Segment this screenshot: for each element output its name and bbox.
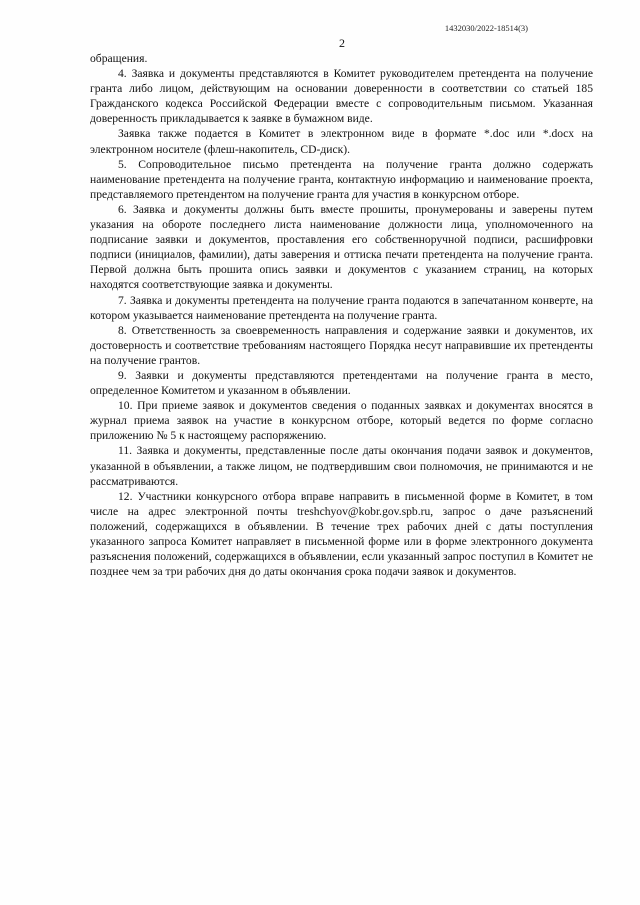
- paragraph-item-9: 9. Заявки и документы представляются претендентами на получение гранта в место, определенное Комитетом и указанном в объявлении.: [90, 368, 593, 398]
- page-number: 2: [339, 36, 345, 50]
- document-body: [90, 51, 593, 579]
- paragraph-item-8: 8. Ответственность за своевременность направления и содержание заявки и документов, их достоверность и соответствие требованиям настоящего Порядка несут направившие их претенденты на получение грантов.: [90, 323, 593, 367]
- paragraph-item-10: 10. При приеме заявок и документов сведения о поданных заявках и документах вносятся в журнал приема заявок на участие в конкурсном отборе, который ведется по форме согласно приложению № 5 к настоящему распоряжению.: [90, 399, 593, 443]
- paragraph-item-6: 6. Заявка и документы должны быть вместе прошиты, пронумерованы и заверены путем указания на обороте последнего листа наименование должности лица, уполномоченного на подписание заявки и документов, проставления его собственноручной подписи, расшифровки подписи (инициалов, фамилии), даты заверения и оттиска печати претендента на получение гранта. Первой должна быть прошита опись заявки и документов с указанием страниц, на которых находятся соответствующие заявка и документы.: [90, 202, 593, 292]
- paragraph-item-7: 7. Заявка и документы претендента на получение гранта подаются в запечатанном конверте, на котором указывается наименование претендента на получение гранта.: [90, 293, 593, 322]
- paragraph-item-12: 12. Участники конкурсного отбора вправе направить в письменной форме в Комитет, в том числе на адрес электронной почты treshchyov@kobr.gov.spb.ru, запрос о даче разъяснений положений, содержащихся в объявлении. В течение трех рабочих дней с даты поступления указанного запроса Комитет направляет в письменной форме или в форме электронного документа разъяснения положений, содержащихся в объявлении, если указанный запрос поступил в Комитет не позднее чем за три рабочих дня до даты окончания срока подачи заявок и документов.: [90, 489, 593, 579]
- document-registration-number: 1432030/2022-18514(3): [444, 23, 528, 33]
- paragraph-electronic-submission: Заявка также подается в Комитет в электронном виде в формате *.doc или *.docx на электронном носителе (флеш-накопитель, CD-диск).: [90, 127, 593, 156]
- paragraph-item-4: 4. Заявка и документы представляются в Комитет руководителем претендента на получение гранта либо лицом, действующим на основании доверенности в соответствии со статьей 185 Гражданского кодекса Российской Федерации вместе с сопроводительным письмом. Указанная доверенность прикладывается к заявке в бумажном виде.: [90, 67, 593, 126]
- paragraph-item-11: 11. Заявка и документы, представленные после даты окончания подачи заявок и документов, указанной в объявлении, а также лицом, не подтвердившим свои полномочия, не принимаются и не рассматриваются.: [90, 444, 593, 488]
- paragraph-continuation: обращения.: [90, 52, 148, 65]
- paragraph-item-5: 5. Сопроводительное письмо претендента на получение гранта должно содержать наименование претендента на получение гранта, контактную информацию и наименование проекта, представляемого претендентом на получение гранта для участия в конкурсном отборе.: [90, 157, 593, 201]
